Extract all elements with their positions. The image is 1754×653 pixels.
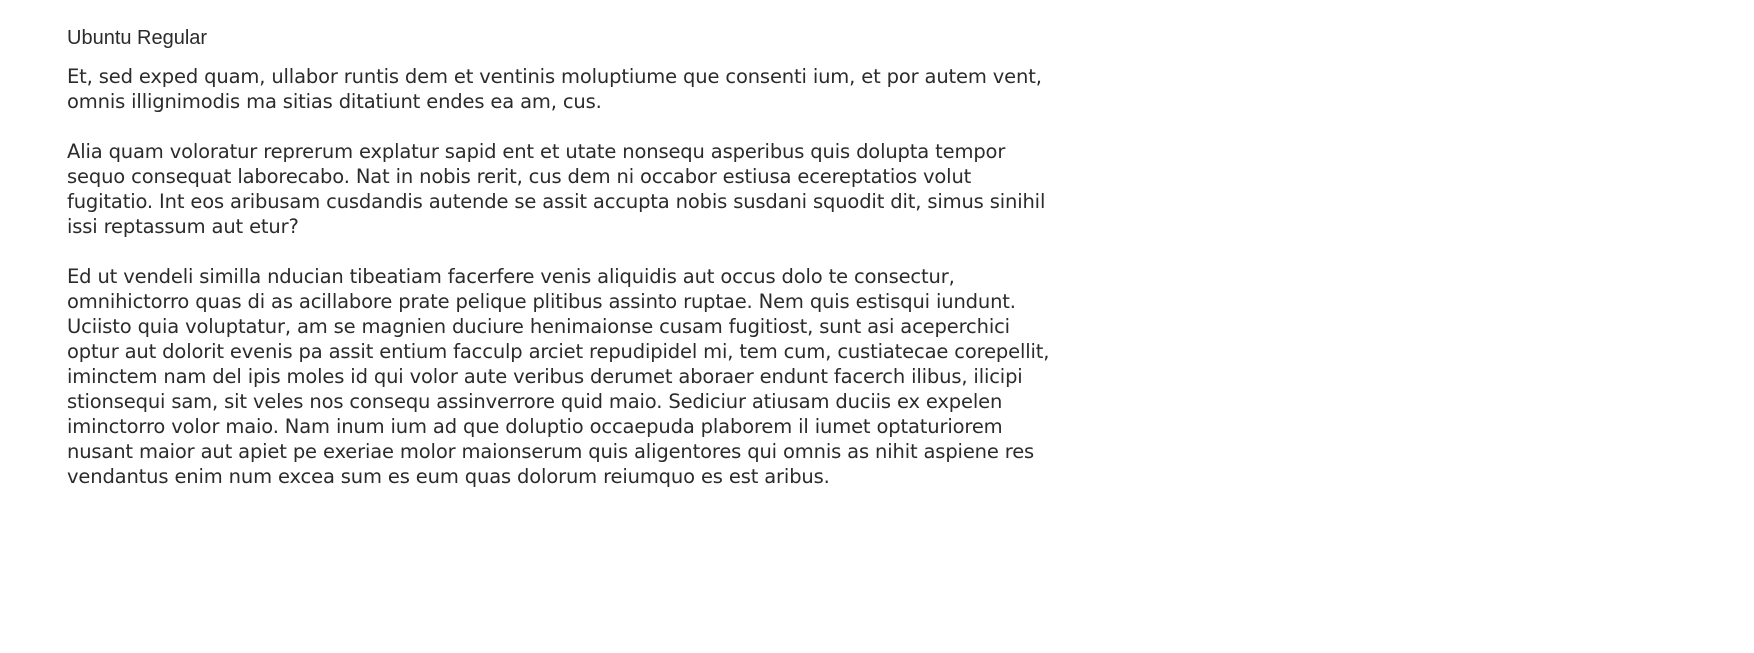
paragraph-line: Alia quam voloratur reprerum explatur sapid ent et utate nonsequ asperibus quis dolupta tempor: [67, 140, 1006, 163]
paragraph-line: Et, sed exped quam, ullabor runtis dem et ventinis moluptiume que consenti ium, et por autem vent,: [67, 65, 1042, 88]
paragraph-line: nusant maior aut apiet pe exeriae molor maionserum quis aligentores qui omnis as nihit aspiene res: [67, 440, 1035, 463]
paragraph-line: iminctorro volor maio. Nam inum ium ad que doluptio occaepuda plaborem il iumet optaturiorem: [67, 415, 1003, 438]
paragraph-line: stionsequi sam, sit veles nos consequ assinverrore quid maio. Sediciur atiusam duciis ex expelen: [67, 390, 1003, 413]
font-name-title: Ubuntu Regular: [67, 27, 208, 49]
paragraph-1: [67, 64, 1707, 114]
paragraph-line: issi reptassum aut etur?: [67, 215, 299, 238]
paragraph-line: optur aut dolorit evenis pa assit entium facculp arciet repudipidel mi, tem cum, custiatecae corepellit,: [67, 340, 1050, 363]
paragraph-line: Ed ut vendeli similla nducian tibeatiam facerfere venis aliquidis aut occus dolo te consectur,: [67, 265, 955, 288]
paragraph-line: Uciisto quia voluptatur, am se magnien duciure henimaionse cusam fugitiost, sunt asi aceperchici: [67, 315, 1010, 338]
paragraph-line: vendantus enim num excea sum es eum quas dolorum reiumquo es est aribus.: [67, 465, 830, 488]
paragraph-3: [67, 264, 1707, 489]
paragraph-line: fugitatio. Int eos aribusam cusdandis autende se assit accupta nobis susdani squodit dit, simus sinihil: [67, 190, 1046, 213]
paragraph-line: omnis illignimodis ma sitias ditatiunt endes ea am, cus.: [67, 90, 602, 113]
paragraph-line: omnihictorro quas di as acillabore prate pelique plitibus assinto ruptae. Nem quis estisqui iundunt.: [67, 290, 1016, 313]
paragraph-line: iminctem nam del ipis moles id qui volor aute veribus derumet aboraer endunt facerch ilibus, ilicipi: [67, 365, 1023, 388]
paragraph-2: [67, 139, 1707, 239]
document-page: [67, 26, 1707, 489]
paragraph-line: sequo consequat laborecabo. Nat in nobis rerit, cus dem ni occabor estiusa ecereptatios volut: [67, 165, 972, 188]
